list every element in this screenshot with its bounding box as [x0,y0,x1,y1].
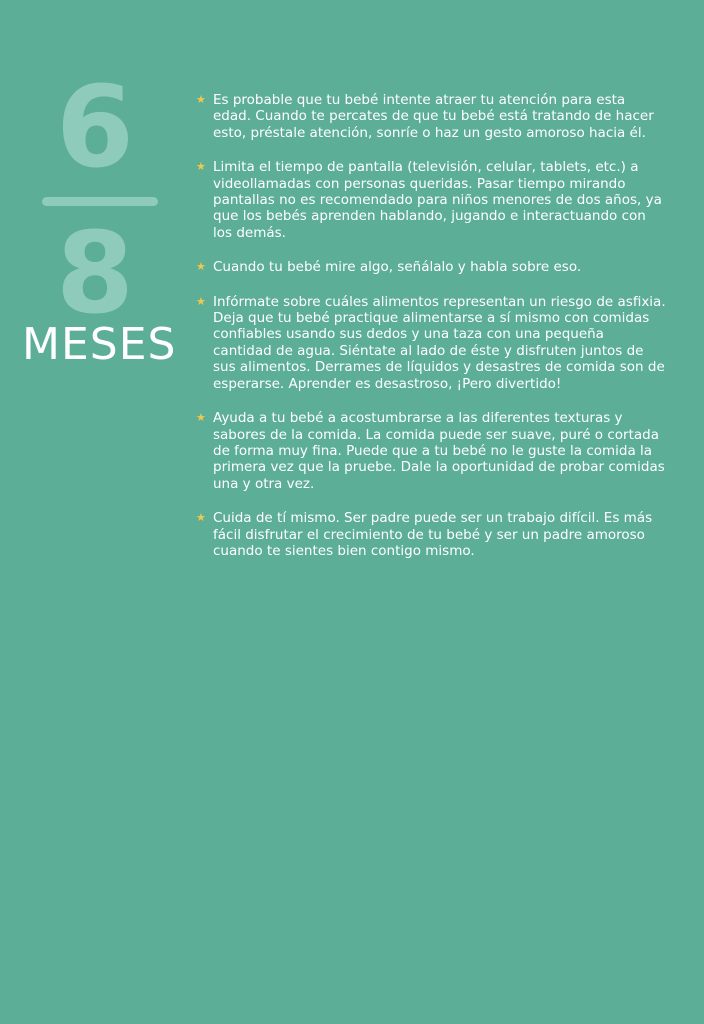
tip-text: Ayuda a tu bebé a acostumbrarse a las diferentes texturas y sabores de la comida. La comida puede ser suave, puré o cortada de forma muy fina. Puede que a tu bebé no le guste la comida la primera vez que la pruebe. Dale la oportunidad de probar comidas una y otra vez. [213,410,665,492]
tip-text: Limita el tiempo de pantalla (televisión, celular, tablets, etc.) a videollamadas con personas queridas. Pasar tiempo mirando pantallas no es recomendado para niños menores de dos años, ya que los bebés aprenden hablando, jugando e interactuando con los demás. [213,159,662,241]
star-icon: ★ [196,93,206,106]
tip-text: Cuando tu bebé mire algo, señálalo y habla sobre eso. [213,259,582,276]
star-icon: ★ [196,294,206,308]
fraction-bar [42,197,158,206]
age-unit-label: MESES [22,319,177,370]
star-icon: ★ [196,411,206,425]
star-icon: ★ [196,260,206,274]
tips-list [196,92,666,577]
tip-text: Infórmate sobre cuáles alimentos representan un riesgo de asfixia. Deja que tu bebé practique alimentarse a sí mismo con comidas confiables usando sus dedos y una taza con una pequeña cantidad de agua. Siéntate al lado de éste y disfruten juntos de sus alimentos. Derrames de líquidos y desastres de comida son de esperarse. Aprender es desastroso, ¡Pero divertido! [213,293,666,392]
list-item [196,92,666,141]
list-item [196,159,666,241]
age-from-number: 6 [56,63,134,193]
tip-text: Cuida de tí mismo. Ser padre puede ser un trabajo difícil. Es más fácil disfrutar el crecimiento de tu bebé y ser un padre amoroso cuando te sientes bien contigo mismo. [213,510,653,559]
age-range-heading [22,63,177,372]
tip-text: Es probable que tu bebé intente atraer tu atención para esta edad. Cuando te percates de que tu bebé está tratando de hacer esto, préstale atención, sonríe o haz un gesto amoroso hacia él. [213,92,654,141]
list-item [196,259,666,275]
list-item [196,294,666,392]
age-to-number: 8 [56,209,134,339]
star-icon: ★ [196,511,206,525]
list-item [196,510,666,559]
list-item [196,410,666,492]
star-icon: ★ [196,160,206,174]
